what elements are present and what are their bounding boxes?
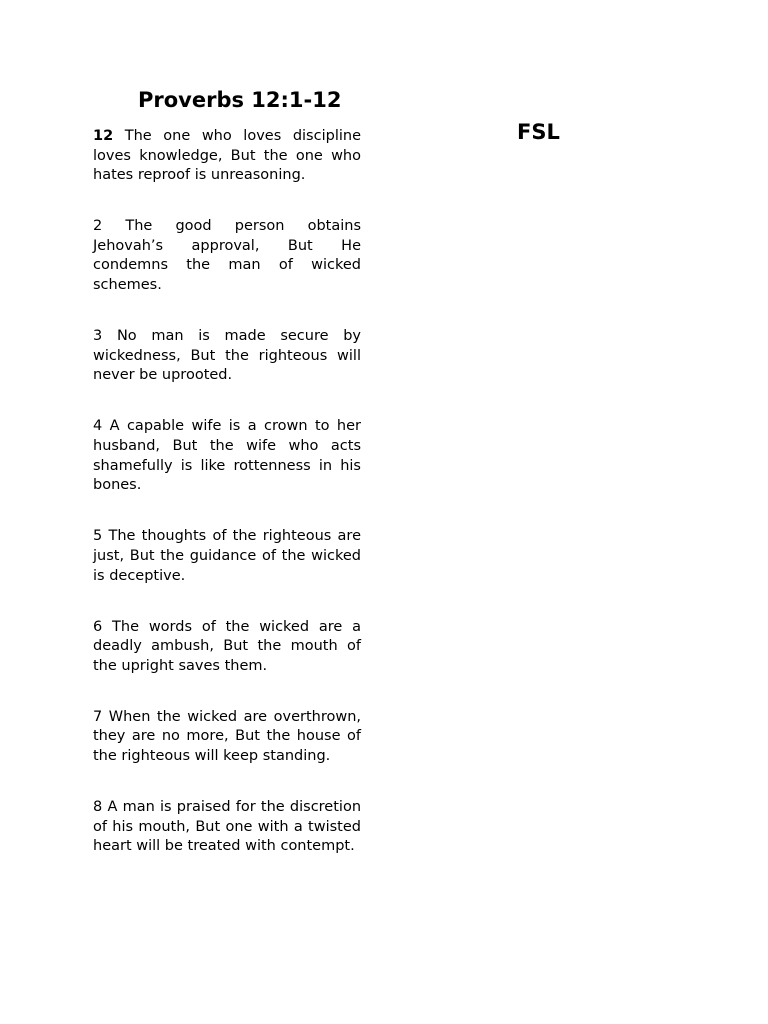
verse-text: The words of the wicked are a deadly ambush, But the mouth of the upright saves them. xyxy=(93,618,362,674)
verse-text: No man is made secure by wickedness, But the righteous will never be uprooted. xyxy=(93,328,362,384)
verse-number: 6 xyxy=(93,618,103,635)
verse-number: 4 xyxy=(93,418,103,435)
verse-4 xyxy=(93,417,361,495)
verse-number: 7 xyxy=(93,708,103,725)
verse-text: A capable wife is a crown to her husband, But the wife who acts shamefully is like rottenness in his bones. xyxy=(93,418,361,494)
verse-text: The good person obtains Jehovah’s approval, But He condemns the man of wicked schemes. xyxy=(93,218,362,294)
verse-number: 5 xyxy=(93,528,103,545)
verse-7 xyxy=(93,708,361,767)
fsl-heading: FSL xyxy=(517,120,560,144)
verse-text: The thoughts of the righteous are just, But the guidance of the wicked is deceptive. xyxy=(93,528,361,584)
scripture-column xyxy=(93,86,361,888)
verse-text: The one who loves discipline loves knowledge, But the one who hates reproof is unreasoning. xyxy=(93,128,361,184)
verse-number: 3 xyxy=(93,328,103,345)
verse-text: A man is praised for the discretion of his mouth, But one with a twisted heart will be treated with contempt. xyxy=(93,799,362,855)
verse-2 xyxy=(93,217,361,295)
verse-number: 12 xyxy=(93,128,114,144)
verse-number: 2 xyxy=(93,218,103,235)
verse-8 xyxy=(93,798,361,857)
page-title: Proverbs 12:1-12 xyxy=(138,88,342,112)
verse-5 xyxy=(93,527,361,586)
verse-6 xyxy=(93,618,361,677)
verse-3 xyxy=(93,327,361,386)
verse-text: When the wicked are overthrown, they are no more, But the house of the righteous will keep standing. xyxy=(93,708,361,765)
verse-1 xyxy=(93,127,361,186)
verse-number: 8 xyxy=(93,799,103,816)
